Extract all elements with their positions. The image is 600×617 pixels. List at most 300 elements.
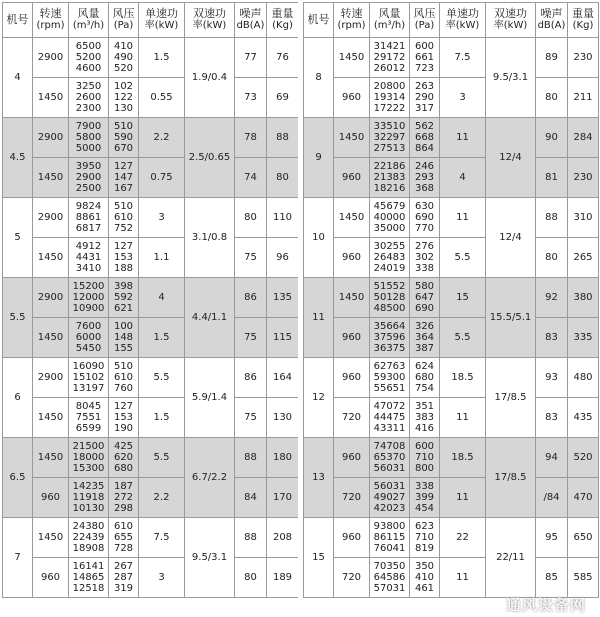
speed-cell	[334, 78, 370, 118]
airflow-value: 7600	[75, 321, 102, 332]
speed-value: 1450	[37, 332, 64, 343]
noise-value: 84	[244, 492, 257, 503]
noise-cell	[235, 318, 267, 358]
pressure-value: 302	[414, 252, 435, 263]
airflow-value: 43311	[373, 423, 406, 434]
noise-value: 88	[545, 212, 558, 223]
weight-cell	[267, 38, 299, 78]
airflow-value: 11918	[72, 492, 105, 503]
table-row	[304, 198, 599, 238]
airflow-value: 48500	[373, 303, 406, 314]
airflow-value: 32297	[373, 132, 406, 143]
airflow-value: 21500	[72, 441, 105, 452]
noise-cell	[235, 518, 267, 558]
noise-cell	[235, 478, 267, 518]
noise-value: 81	[545, 172, 558, 183]
speed-cell	[334, 238, 370, 278]
dual-power-cell	[185, 438, 235, 518]
airflow-value: 8861	[75, 212, 102, 223]
pressure-value: 147	[113, 172, 134, 183]
airflow-value: 6000	[75, 332, 102, 343]
speed-value: 2900	[37, 52, 64, 63]
header-airflow-line: (m³/h)	[373, 20, 406, 31]
pressure-value: 153	[113, 252, 134, 263]
airflow-value: 16141	[72, 561, 105, 572]
single-power-cell	[139, 38, 185, 78]
airflow-value: 16090	[72, 361, 105, 372]
table-row	[3, 438, 299, 478]
pressure-cell	[109, 478, 139, 518]
weight-value: 650	[573, 532, 593, 543]
table-row	[3, 118, 299, 158]
pressure-value: 319	[113, 583, 134, 594]
single-power-cell	[139, 78, 185, 118]
noise-cell	[536, 518, 568, 558]
header-airflow-line: 风量	[77, 7, 100, 20]
pressure-value: 298	[113, 503, 134, 514]
pressure-cell	[410, 518, 440, 558]
pressure-value: 326	[414, 321, 435, 332]
airflow-value: 86115	[373, 532, 406, 543]
noise-value: 83	[545, 332, 558, 343]
airflow-value: 6817	[75, 223, 102, 234]
airflow-value: 51552	[373, 281, 406, 292]
header-model	[3, 3, 33, 38]
airflow-cell	[370, 438, 410, 478]
speed-cell	[33, 358, 69, 398]
model-cell	[304, 438, 334, 518]
single-power-cell	[139, 478, 185, 518]
dual-power-value: 15.5/5.1	[489, 312, 532, 323]
speed-cell	[33, 478, 69, 518]
speed-cell	[33, 278, 69, 318]
model-cell	[3, 198, 33, 278]
speed-value: 1450	[37, 452, 64, 463]
noise-cell	[235, 558, 267, 598]
weight-cell	[568, 558, 599, 598]
airflow-value: 6500	[75, 41, 102, 52]
speed-cell	[334, 38, 370, 78]
model-number: 6	[14, 392, 21, 403]
dual-power-cell	[185, 518, 235, 598]
speed-value: 960	[341, 172, 362, 183]
weight-cell	[568, 78, 599, 118]
table-row	[304, 38, 599, 78]
dual-power-value: 4.4/1.1	[191, 312, 228, 323]
noise-value: 75	[244, 332, 257, 343]
noise-value: /84	[543, 492, 560, 503]
pressure-cell	[410, 398, 440, 438]
airflow-cell	[370, 518, 410, 558]
single-power-cell	[139, 438, 185, 478]
table-row	[304, 238, 599, 278]
header-row	[3, 3, 299, 38]
weight-value: 164	[272, 372, 293, 383]
single-power-cell	[139, 118, 185, 158]
noise-value: 73	[244, 92, 257, 103]
model-cell	[3, 118, 33, 198]
pressure-cell	[410, 118, 440, 158]
noise-cell	[536, 118, 568, 158]
speed-cell	[334, 438, 370, 478]
pressure-value: 610	[113, 521, 134, 532]
speed-cell	[33, 518, 69, 558]
single-power-cell	[440, 398, 486, 438]
weight-cell	[568, 118, 599, 158]
speed-value: 720	[341, 492, 362, 503]
pressure-value: 610	[113, 212, 134, 223]
single-power-value: 7.5	[153, 532, 170, 543]
table-row	[3, 158, 299, 198]
dual-power-cell	[185, 278, 235, 358]
table-row	[304, 438, 599, 478]
airflow-cell	[69, 558, 109, 598]
pressure-cell	[109, 278, 139, 318]
dual-power-value: 17/8.5	[494, 472, 527, 483]
noise-value: 80	[244, 212, 257, 223]
table-row	[3, 38, 299, 78]
airflow-value: 24019	[373, 263, 406, 274]
weight-value: 170	[272, 492, 293, 503]
single-power-value: 1.5	[153, 332, 170, 343]
airflow-value: 4431	[75, 252, 102, 263]
weight-cell	[568, 398, 599, 438]
noise-cell	[536, 158, 568, 198]
speed-value: 960	[341, 452, 362, 463]
weight-cell	[267, 358, 299, 398]
noise-value: 75	[244, 252, 257, 263]
noise-value: 77	[244, 52, 257, 63]
airflow-value: 26012	[373, 63, 406, 74]
weight-value: 435	[573, 412, 593, 423]
weight-value: 585	[573, 572, 593, 583]
pressure-value: 167	[113, 183, 134, 194]
header-single-power	[139, 3, 185, 38]
pressure-value: 399	[414, 492, 435, 503]
pressure-value: 661	[414, 52, 435, 63]
airflow-value: 59300	[373, 372, 406, 383]
model-number: 15	[312, 552, 325, 563]
speed-cell	[334, 558, 370, 598]
weight-value: 88	[276, 132, 289, 143]
header-dual-power	[185, 3, 235, 38]
single-power-value: 3	[158, 572, 165, 583]
airflow-value: 26483	[373, 252, 406, 263]
model-cell	[3, 358, 33, 438]
weight-value: 380	[573, 292, 593, 303]
airflow-value: 30255	[373, 241, 406, 252]
noise-cell	[235, 438, 267, 478]
table-row	[304, 478, 599, 518]
airflow-value: 50128	[373, 292, 406, 303]
header-speed-line: (rpm)	[36, 20, 65, 31]
header-single-power-line: 单速功	[145, 7, 178, 20]
model-cell	[304, 118, 334, 198]
airflow-value: 35000	[373, 223, 406, 234]
pressure-cell	[410, 238, 440, 278]
pressure-value: 620	[113, 452, 134, 463]
pressure-value: 398	[113, 281, 134, 292]
speed-value: 960	[40, 572, 61, 583]
weight-value: 80	[276, 172, 289, 183]
dual-power-value: 3.1/0.8	[191, 232, 228, 243]
weight-value: 208	[272, 532, 293, 543]
pressure-cell	[109, 78, 139, 118]
single-power-cell	[440, 438, 486, 478]
header-single-power-line: 率(kW)	[445, 20, 480, 31]
airflow-cell	[370, 158, 410, 198]
dual-power-value: 6.7/2.2	[191, 472, 228, 483]
single-power-cell	[440, 158, 486, 198]
airflow-cell	[69, 518, 109, 558]
header-weight-line: (Kg)	[572, 20, 594, 31]
airflow-value: 19314	[373, 92, 406, 103]
airflow-cell	[370, 558, 410, 598]
table-row	[304, 398, 599, 438]
airflow-value: 42023	[373, 503, 406, 514]
table-row	[3, 558, 299, 598]
pressure-value: 819	[414, 543, 435, 554]
speed-value: 720	[341, 412, 362, 423]
single-power-value: 22	[456, 532, 469, 543]
weight-cell	[568, 438, 599, 478]
single-power-value: 1.1	[153, 252, 170, 263]
noise-cell	[536, 478, 568, 518]
pressure-value: 127	[113, 161, 134, 172]
single-power-value: 5.5	[454, 332, 471, 343]
table-row	[304, 158, 599, 198]
noise-cell	[536, 398, 568, 438]
airflow-cell	[370, 38, 410, 78]
table-row	[3, 78, 299, 118]
airflow-cell	[69, 238, 109, 278]
pressure-value: 723	[414, 63, 435, 74]
table-row	[3, 518, 299, 558]
noise-value: 88	[244, 532, 257, 543]
weight-value: 115	[272, 332, 293, 343]
weight-cell	[267, 198, 299, 238]
airflow-value: 12000	[72, 292, 105, 303]
speed-cell	[33, 438, 69, 478]
noise-value: 83	[545, 412, 558, 423]
pressure-cell	[109, 238, 139, 278]
airflow-value: 44475	[373, 412, 406, 423]
pressure-value: 680	[414, 372, 435, 383]
single-power-value: 3	[459, 92, 466, 103]
pressure-cell	[410, 38, 440, 78]
airflow-value: 10900	[72, 303, 105, 314]
pressure-value: 148	[113, 332, 134, 343]
single-power-value: 4	[158, 292, 165, 303]
airflow-value: 6599	[75, 423, 102, 434]
dual-power-cell	[185, 38, 235, 118]
weight-cell	[267, 158, 299, 198]
noise-value: 80	[545, 92, 558, 103]
airflow-value: 18908	[72, 543, 105, 554]
single-power-value: 11	[456, 212, 469, 223]
airflow-value: 20800	[373, 81, 406, 92]
noise-cell	[536, 558, 568, 598]
airflow-cell	[69, 78, 109, 118]
dual-power-value: 5.9/1.4	[191, 392, 228, 403]
pressure-cell	[410, 318, 440, 358]
model-number: 5	[14, 232, 21, 243]
noise-value: 78	[244, 132, 257, 143]
pressure-value: 190	[113, 423, 134, 434]
pressure-value: 623	[414, 521, 435, 532]
airflow-cell	[370, 478, 410, 518]
table-row	[3, 478, 299, 518]
airflow-value: 22186	[373, 161, 406, 172]
single-power-cell	[440, 358, 486, 398]
weight-value: 69	[276, 92, 289, 103]
pressure-value: 368	[414, 183, 435, 194]
speed-cell	[334, 318, 370, 358]
airflow-value: 24380	[72, 521, 105, 532]
airflow-value: 9824	[75, 201, 102, 212]
noise-cell	[235, 198, 267, 238]
airflow-cell	[69, 438, 109, 478]
pressure-value: 710	[414, 452, 435, 463]
model-cell	[304, 358, 334, 438]
airflow-value: 5450	[75, 343, 102, 354]
noise-cell	[235, 78, 267, 118]
airflow-cell	[69, 38, 109, 78]
airflow-value: 15300	[72, 463, 105, 474]
pressure-value: 600	[414, 441, 435, 452]
pressure-value: 263	[414, 81, 435, 92]
airflow-value: 3410	[75, 263, 102, 274]
pressure-value: 153	[113, 412, 134, 423]
noise-value: 93	[545, 372, 558, 383]
noise-cell	[235, 398, 267, 438]
noise-cell	[235, 118, 267, 158]
single-power-value: 11	[456, 132, 469, 143]
pressure-value: 410	[414, 572, 435, 583]
single-power-value: 5.5	[153, 372, 170, 383]
noise-cell	[235, 358, 267, 398]
pressure-value: 293	[414, 172, 435, 183]
dual-power-value: 17/8.5	[494, 392, 527, 403]
airflow-value: 14235	[72, 481, 105, 492]
airflow-value: 13197	[72, 383, 105, 394]
noise-cell	[235, 238, 267, 278]
pressure-value: 490	[113, 52, 134, 63]
airflow-value: 15102	[72, 372, 105, 383]
pressure-cell	[109, 558, 139, 598]
watermark: 通风设备网	[505, 596, 586, 614]
pressure-cell	[410, 438, 440, 478]
header-airflow-line: 风量	[378, 7, 401, 20]
model-number: 10	[312, 232, 325, 243]
header-single-power-line: 率(kW)	[144, 20, 179, 31]
pressure-value: 630	[414, 201, 435, 212]
header-pressure-line: (Pa)	[414, 20, 435, 31]
single-power-cell	[440, 238, 486, 278]
noise-value: 86	[244, 372, 257, 383]
weight-value: 284	[573, 132, 593, 143]
pressure-value: 127	[113, 401, 134, 412]
weight-value: 189	[272, 572, 293, 583]
dual-power-cell	[486, 38, 536, 118]
table-row	[3, 318, 299, 358]
noise-value: 92	[545, 292, 558, 303]
pressure-value: 610	[113, 372, 134, 383]
airflow-value: 7551	[75, 412, 102, 423]
single-power-cell	[440, 38, 486, 78]
noise-cell	[536, 38, 568, 78]
speed-value: 1450	[37, 92, 64, 103]
pressure-cell	[410, 358, 440, 398]
pressure-cell	[109, 518, 139, 558]
weight-cell	[568, 518, 599, 558]
airflow-value: 31421	[373, 41, 406, 52]
speed-value: 1450	[37, 252, 64, 263]
speed-value: 1450	[338, 52, 365, 63]
pressure-cell	[410, 78, 440, 118]
airflow-value: 17222	[373, 103, 406, 114]
airflow-value: 14865	[72, 572, 105, 583]
speed-cell	[33, 118, 69, 158]
weight-value: 96	[276, 252, 289, 263]
pressure-value: 752	[113, 223, 134, 234]
single-power-value: 0.55	[150, 92, 173, 103]
pressure-value: 510	[113, 201, 134, 212]
airflow-value: 12518	[72, 583, 105, 594]
header-dual-power-line: 双速功	[193, 7, 226, 20]
pressure-value: 364	[414, 332, 435, 343]
header-model	[304, 3, 334, 38]
dual-power-value: 12/4	[499, 232, 522, 243]
single-power-value: 5.5	[454, 252, 471, 263]
airflow-value: 2500	[75, 183, 102, 194]
noise-cell	[536, 318, 568, 358]
noise-cell	[536, 438, 568, 478]
single-power-cell	[440, 78, 486, 118]
header-noise-line: dB(A)	[537, 20, 566, 31]
pressure-value: 155	[113, 343, 134, 354]
header-pressure-line: (Pa)	[113, 20, 134, 31]
pressure-value: 276	[414, 241, 435, 252]
airflow-cell	[69, 398, 109, 438]
pressure-value: 670	[113, 143, 134, 154]
speed-cell	[33, 158, 69, 198]
airflow-cell	[69, 318, 109, 358]
noise-cell	[536, 278, 568, 318]
single-power-value: 18.5	[451, 452, 474, 463]
table-row	[3, 358, 299, 398]
speed-value: 2900	[37, 212, 64, 223]
weight-cell	[267, 438, 299, 478]
airflow-value: 45679	[373, 201, 406, 212]
pressure-value: 338	[414, 263, 435, 274]
header-weight	[568, 3, 599, 38]
header-airflow-line: (m³/h)	[72, 20, 105, 31]
noise-value: 85	[545, 572, 558, 583]
weight-value: 230	[573, 172, 593, 183]
speed-cell	[334, 518, 370, 558]
pressure-value: 590	[113, 132, 134, 143]
dual-power-cell	[486, 358, 536, 438]
pressure-value: 102	[113, 81, 134, 92]
speed-cell	[334, 478, 370, 518]
header-model-text: 机号	[307, 13, 330, 26]
single-power-value: 11	[456, 572, 469, 583]
weight-cell	[568, 158, 599, 198]
pressure-value: 187	[113, 481, 134, 492]
airflow-value: 2600	[75, 92, 102, 103]
header-pressure-line: 风压	[413, 7, 436, 20]
